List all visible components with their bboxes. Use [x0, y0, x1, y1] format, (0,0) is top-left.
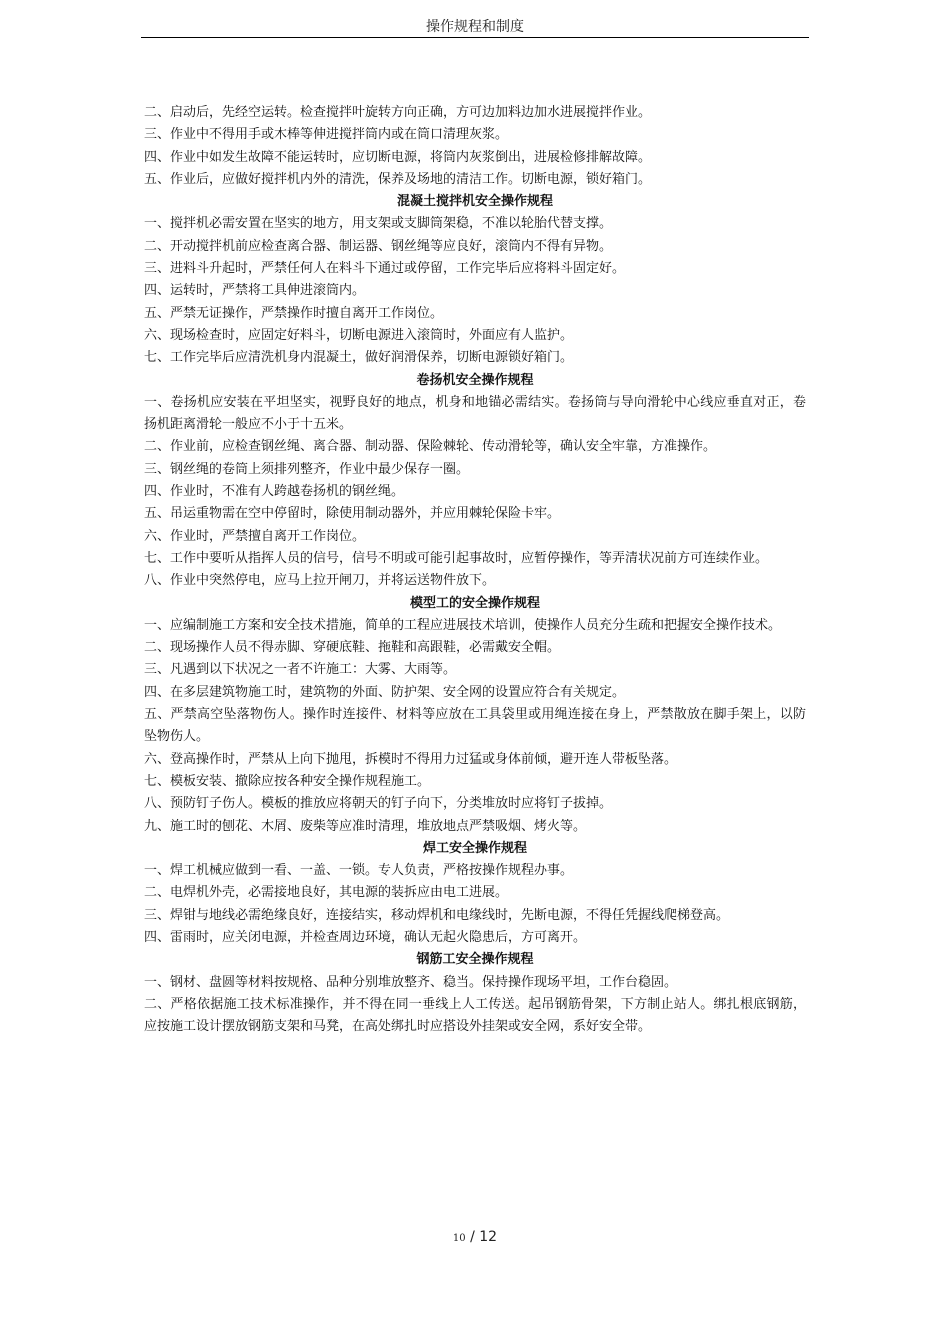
paragraph: 二、启动后，先经空运转。检查搅拌叶旋转方向正确，方可边加料边加水进展搅拌作业。 — [144, 105, 652, 120]
total-page-count: 12 — [479, 1229, 498, 1245]
paragraph: 六、作业时，严禁擅自离开工作岗位。 — [144, 528, 366, 544]
paragraph: 七、工作完毕后应清洗机身内混凝土，做好润滑保养，切断电源锁好箱门。 — [144, 350, 574, 366]
paragraph: 二、现场操作人员不得赤脚、穿硬底鞋、拖鞋和高跟鞋，必需戴安全帽。 — [144, 640, 561, 656]
paragraph: 一、焊工机械应做到一看、一盖、一锁。专人负责，严格按操作规程办事。 — [144, 863, 574, 879]
paragraph: 五、吊运重物需在空中停留时，除使用制动器外，并应用棘轮保险卡牢。 — [144, 506, 561, 522]
section-heading-welder: 焊工安全操作规程 — [422, 840, 527, 856]
paragraph: 七、模板安装、撤除应按各种安全操作规程施工。 — [144, 773, 431, 789]
paragraph: 一、搅拌机必需安置在坚实的地方，用支架或支脚筒架稳，不准以轮胎代替支撑。 — [144, 216, 613, 232]
section-heading-formwork: 模型工的安全操作规程 — [409, 595, 540, 611]
paragraph: 三、钢丝绳的卷筒上须排列整齐，作业中最少保存一圈。 — [144, 461, 470, 477]
paragraph: 五、作业后，应做好搅拌机内外的清洗，保养及场地的清洁工作。切断电源，锁好箱门。 — [144, 171, 652, 187]
paragraph: 二、严格依据施工技术标准操作，并不得在同一垂线上人工传送。起吊钢筋骨架，下方制止站人。绑扎根底钢筋，应按施工设计摆放钢筋支架和马凳，在高处绑扎时应搭设外挂架或安全网，系好安全带。 — [144, 996, 806, 1035]
page-header-title: 操作规程和制度 — [426, 19, 524, 35]
current-page-number: 10 — [452, 1233, 466, 1244]
paragraph: 四、作业时，不准有人跨越卷扬机的钢丝绳。 — [144, 484, 405, 500]
paragraph: 七、工作中要听从指挥人员的信号，信号不明或可能引起事故时，应暂停操作，等弄清状况前方可连续作业。 — [144, 550, 769, 566]
page-separator: / — [465, 1229, 480, 1245]
paragraph: 三、焊钳与地线必需绝缘良好，连接结实，移动焊机和电缘线时，先断电源，不得任凭握线爬梯登高。 — [144, 907, 730, 923]
paragraph: 二、作业前，应检查钢丝绳、离合器、制动器、保险棘轮、传动滑轮等，确认安全牢靠，方准操作。 — [144, 439, 717, 455]
paragraph: 四、在多层建筑物施工时，建筑物的外面、防护架、安全网的设置应符合有关规定。 — [144, 684, 626, 700]
section-heading-rebar: 钢筋工安全操作规程 — [416, 952, 534, 968]
paragraph: 六、登高操作时，严禁从上向下抛甩，拆模时不得用力过猛或身体前倾，避开连人带板坠落。 — [144, 751, 678, 767]
paragraph: 八、作业中突然停电，应马上拉开闸刀，并将运送物件放下。 — [144, 573, 496, 589]
paragraph: 三、进料斗升起时，严禁任何人在料斗下通过或停留，工作完毕后应将料斗固定好。 — [144, 261, 626, 277]
section-heading-hoist: 卷扬机安全操作规程 — [416, 372, 534, 388]
paragraph: 三、凡遇到以下状况之一者不许施工：大雾、大雨等。 — [144, 662, 457, 678]
paragraph: 三、作业中不得用手或木棒等伸进搅拌筒内或在筒口清理灰浆。 — [144, 127, 509, 143]
paragraph: 一、钢材、盘圆等材料按规格、品种分别堆放整齐、稳当。保持操作现场平坦，工作台稳固。 — [144, 974, 678, 990]
section-heading-mixer: 混凝土搅拌机安全操作规程 — [396, 194, 553, 210]
paragraph: 九、施工时的刨花、木屑、废柴等应准时清理，堆放地点严禁吸烟、烤火等。 — [144, 818, 587, 834]
paragraph: 四、雷雨时，应关闭电源，并检查周边环境，确认无起火隐患后，方可离开。 — [144, 929, 587, 945]
paragraph: 五、严禁无证操作，严禁操作时擅自离开工作岗位。 — [144, 305, 444, 321]
header-divider — [141, 37, 809, 38]
paragraph: 五、严禁高空坠落物伤人。操作时连接件、材料等应放在工具袋里或用绳连接在身上，严禁散放在脚手架上，以防坠物伤人。 — [144, 707, 806, 745]
paragraph: 四、作业中如发生故障不能运转时，应切断电源，将筒内灰浆倒出，进展检修排解故障。 — [144, 149, 652, 165]
paragraph: 一、应编制施工方案和安全技术措施，简单的工程应进展技术培训，使操作人员充分生疏和把握安全操作技术。 — [144, 617, 782, 633]
document-body — [144, 102, 806, 1038]
paragraph: 四、运转时，严禁将工具伸进滚筒内。 — [144, 283, 366, 299]
paragraph: 八、预防钉子伤人。模板的推放应将朝天的钉子向下，分类堆放时应将钉子拔掉。 — [144, 796, 613, 812]
paragraph: 一、卷扬机应安装在平坦坚实，视野良好的地点，机身和地锚必需结实。卷扬筒与导向滑轮中心线应垂直对正，卷扬机距离滑轮一般应不小于十五米。 — [144, 394, 806, 433]
paragraph: 二、开动搅拌机前应检查离合器、制运器、钢丝绳等应良好，滚筒内不得有异物。 — [144, 238, 613, 254]
page-number — [0, 1229, 950, 1245]
paragraph: 二、电焊机外壳，必需接地良好，其电源的装拆应由电工进展。 — [144, 885, 509, 901]
paragraph: 六、现场检查时，应固定好料斗，切断电源进入滚筒时，外面应有人监护。 — [144, 327, 574, 343]
